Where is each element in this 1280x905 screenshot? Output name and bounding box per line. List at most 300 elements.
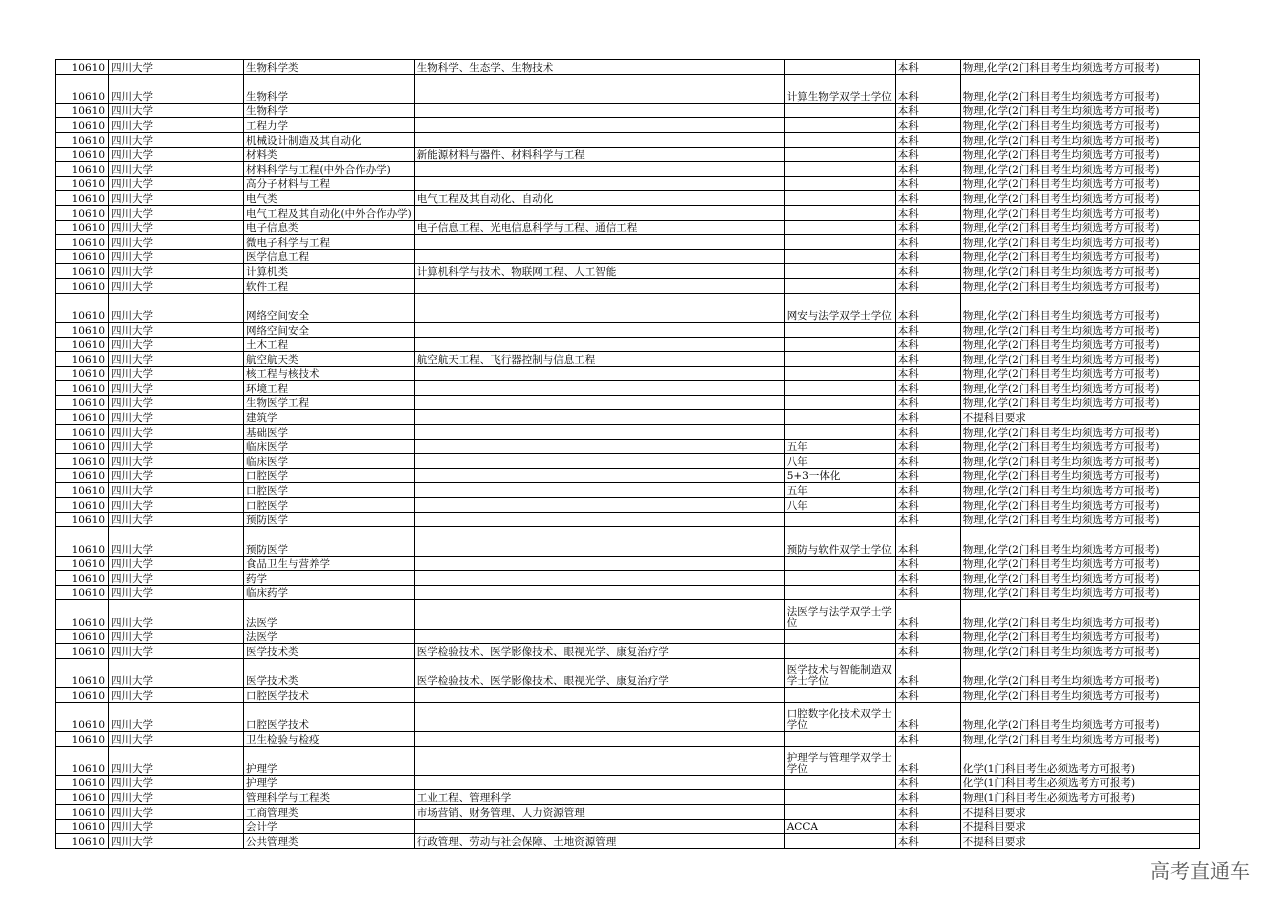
subject-requirement-cell: 物理,化学(2门科目考生均须选考方可报考) [960,176,1199,191]
major-cell: 临床医学 [244,454,415,469]
school-code-cell: 10610 [56,381,109,396]
sub-majors-cell [414,512,784,527]
level-cell: 本科 [895,454,960,469]
table-row [56,629,1200,644]
note-cell [784,410,895,425]
major-cell: 医学信息工程 [244,249,415,264]
note-cell [784,235,895,250]
note-cell [784,103,895,118]
subject-requirement-cell: 物理,化学(2门科目考生均须选考方可报考) [960,118,1199,133]
note-cell [784,556,895,571]
level-cell: 本科 [895,746,960,775]
table-row [56,381,1200,396]
subject-requirement-cell: 物理,化学(2门科目考生均须选考方可报考) [960,600,1199,629]
school-code-cell: 10610 [56,571,109,586]
table-row [56,775,1200,790]
level-cell: 本科 [895,206,960,221]
table-row [56,118,1200,133]
sub-majors-cell [414,381,784,396]
school-code-cell: 10610 [56,585,109,600]
major-cell: 会计学 [244,819,415,834]
sub-majors-cell: 航空航天工程、飞行器控制与信息工程 [414,352,784,367]
table-row [56,658,1200,687]
note-cell: 法医学与法学双学士学位 [784,600,895,629]
level-cell: 本科 [895,410,960,425]
table-row [56,133,1200,148]
school-code-cell: 10610 [56,468,109,483]
school-name-cell: 四川大学 [109,293,244,322]
subject-requirement-cell: 物理,化学(2门科目考生均须选考方可报考) [960,702,1199,731]
table-row [56,819,1200,834]
table-row [56,644,1200,659]
school-code-cell: 10610 [56,249,109,264]
table-row [56,790,1200,805]
subject-requirement-cell: 物理,化学(2门科目考生均须选考方可报考) [960,220,1199,235]
level-cell: 本科 [895,731,960,746]
school-name-cell: 四川大学 [109,118,244,133]
table-row [56,834,1200,849]
level-cell: 本科 [895,381,960,396]
table-row [56,483,1200,498]
school-code-cell: 10610 [56,512,109,527]
table-row [56,468,1200,483]
note-cell [784,381,895,396]
school-code-cell: 10610 [56,220,109,235]
school-name-cell: 四川大学 [109,395,244,410]
subject-requirement-cell: 物理,化学(2门科目考生均须选考方可报考) [960,644,1199,659]
table-row [56,395,1200,410]
school-code-cell: 10610 [56,775,109,790]
sub-majors-cell [414,118,784,133]
school-name-cell: 四川大学 [109,381,244,396]
level-cell: 本科 [895,249,960,264]
sub-majors-cell [414,74,784,103]
school-name-cell: 四川大学 [109,103,244,118]
table-row [56,498,1200,513]
subject-requirement-cell: 物理,化学(2门科目考生均须选考方可报考) [960,279,1199,294]
level-cell: 本科 [895,512,960,527]
table-row [56,688,1200,703]
sub-majors-cell [414,454,784,469]
school-code-cell: 10610 [56,439,109,454]
level-cell: 本科 [895,191,960,206]
note-cell [784,512,895,527]
sub-majors-cell [414,103,784,118]
table-row [56,527,1200,556]
school-name-cell: 四川大学 [109,322,244,337]
major-cell: 临床药学 [244,585,415,600]
sub-majors-cell: 新能源材料与器件、材料科学与工程 [414,147,784,162]
table-row [56,103,1200,118]
school-code-cell: 10610 [56,746,109,775]
major-cell: 临床医学 [244,439,415,454]
subject-requirement-cell: 物理,化学(2门科目考生均须选考方可报考) [960,571,1199,586]
level-cell: 本科 [895,556,960,571]
level-cell: 本科 [895,293,960,322]
table-row [56,162,1200,177]
note-cell [784,629,895,644]
level-cell: 本科 [895,644,960,659]
sub-majors-cell [414,629,784,644]
major-cell: 高分子材料与工程 [244,176,415,191]
table-row [56,191,1200,206]
watermark: 高考直通车 [1150,859,1250,883]
level-cell: 本科 [895,103,960,118]
note-cell [784,322,895,337]
enrollment-table [55,59,1200,849]
school-name-cell: 四川大学 [109,249,244,264]
school-code-cell: 10610 [56,206,109,221]
level-cell: 本科 [895,366,960,381]
note-cell [784,834,895,849]
sub-majors-cell [414,702,784,731]
school-code-cell: 10610 [56,731,109,746]
school-name-cell: 四川大学 [109,162,244,177]
note-cell [784,337,895,352]
major-cell: 公共管理类 [244,834,415,849]
school-name-cell: 四川大学 [109,834,244,849]
major-cell: 工程力学 [244,118,415,133]
sub-majors-cell [414,162,784,177]
school-name-cell: 四川大学 [109,571,244,586]
sub-majors-cell: 生物科学、生态学、生物技术 [414,60,784,75]
level-cell: 本科 [895,527,960,556]
school-code-cell: 10610 [56,162,109,177]
major-cell: 微电子科学与工程 [244,235,415,250]
note-cell [784,352,895,367]
table-row [56,731,1200,746]
sub-majors-cell [414,527,784,556]
school-code-cell: 10610 [56,366,109,381]
subject-requirement-cell: 物理,化学(2门科目考生均须选考方可报考) [960,206,1199,221]
subject-requirement-cell: 物理,化学(2门科目考生均须选考方可报考) [960,512,1199,527]
subject-requirement-cell: 化学(1门科目考生必须选考方可报考) [960,775,1199,790]
school-name-cell: 四川大学 [109,805,244,820]
note-cell: 口腔数字化技术双学士学位 [784,702,895,731]
table-row [56,585,1200,600]
sub-majors-cell: 医学检验技术、医学影像技术、眼视光学、康复治疗学 [414,658,784,687]
level-cell: 本科 [895,425,960,440]
sub-majors-cell [414,133,784,148]
school-name-cell: 四川大学 [109,775,244,790]
subject-requirement-cell: 物理(1门科目考生必须选考方可报考) [960,790,1199,805]
note-cell [784,644,895,659]
major-cell: 电子信息类 [244,220,415,235]
major-cell: 管理科学与工程类 [244,790,415,805]
table-row [56,249,1200,264]
major-cell: 环境工程 [244,381,415,396]
subject-requirement-cell: 物理,化学(2门科目考生均须选考方可报考) [960,688,1199,703]
sub-majors-cell [414,498,784,513]
subject-requirement-cell: 物理,化学(2门科目考生均须选考方可报考) [960,556,1199,571]
sub-majors-cell: 医学检验技术、医学影像技术、眼视光学、康复治疗学 [414,644,784,659]
subject-requirement-cell: 物理,化学(2门科目考生均须选考方可报考) [960,439,1199,454]
major-cell: 工商管理类 [244,805,415,820]
school-code-cell: 10610 [56,352,109,367]
level-cell: 本科 [895,264,960,279]
level-cell: 本科 [895,775,960,790]
major-cell: 基础医学 [244,425,415,440]
school-code-cell: 10610 [56,688,109,703]
subject-requirement-cell: 不提科目要求 [960,819,1199,834]
school-name-cell: 四川大学 [109,527,244,556]
note-cell: 医学技术与智能制造双学士学位 [784,658,895,687]
table-row [56,220,1200,235]
school-name-cell: 四川大学 [109,337,244,352]
subject-requirement-cell: 物理,化学(2门科目考生均须选考方可报考) [960,352,1199,367]
major-cell: 预防医学 [244,527,415,556]
school-name-cell: 四川大学 [109,600,244,629]
major-cell: 生物科学 [244,103,415,118]
school-code-cell: 10610 [56,322,109,337]
sub-majors-cell [414,395,784,410]
subject-requirement-cell: 物理,化学(2门科目考生均须选考方可报考) [960,60,1199,75]
level-cell: 本科 [895,483,960,498]
sub-majors-cell [414,279,784,294]
table-row [56,74,1200,103]
level-cell: 本科 [895,468,960,483]
note-cell [784,147,895,162]
note-cell [784,133,895,148]
level-cell: 本科 [895,395,960,410]
level-cell: 本科 [895,658,960,687]
major-cell: 医学技术类 [244,644,415,659]
school-name-cell: 四川大学 [109,147,244,162]
major-cell: 法医学 [244,629,415,644]
subject-requirement-cell: 物理,化学(2门科目考生均须选考方可报考) [960,337,1199,352]
table-row [56,60,1200,75]
school-code-cell: 10610 [56,60,109,75]
sub-majors-cell [414,235,784,250]
school-name-cell: 四川大学 [109,279,244,294]
level-cell: 本科 [895,337,960,352]
school-code-cell: 10610 [56,176,109,191]
school-name-cell: 四川大学 [109,454,244,469]
major-cell: 电气类 [244,191,415,206]
school-code-cell: 10610 [56,103,109,118]
level-cell: 本科 [895,220,960,235]
sub-majors-cell [414,746,784,775]
school-code-cell: 10610 [56,498,109,513]
sub-majors-cell [414,425,784,440]
level-cell: 本科 [895,834,960,849]
table-row [56,571,1200,586]
subject-requirement-cell: 物理,化学(2门科目考生均须选考方可报考) [960,162,1199,177]
school-name-cell: 四川大学 [109,235,244,250]
level-cell: 本科 [895,133,960,148]
sub-majors-cell [414,337,784,352]
table-row [56,556,1200,571]
sub-majors-cell: 电子信息工程、光电信息科学与工程、通信工程 [414,220,784,235]
school-name-cell: 四川大学 [109,746,244,775]
school-name-cell: 四川大学 [109,425,244,440]
sub-majors-cell [414,249,784,264]
school-name-cell: 四川大学 [109,468,244,483]
note-cell [784,176,895,191]
school-name-cell: 四川大学 [109,629,244,644]
subject-requirement-cell: 物理,化学(2门科目考生均须选考方可报考) [960,483,1199,498]
sub-majors-cell [414,322,784,337]
level-cell: 本科 [895,118,960,133]
level-cell: 本科 [895,600,960,629]
level-cell: 本科 [895,60,960,75]
major-cell: 网络空间安全 [244,322,415,337]
school-code-cell: 10610 [56,118,109,133]
level-cell: 本科 [895,498,960,513]
sub-majors-cell [414,483,784,498]
sub-majors-cell: 行政管理、劳动与社会保障、土地资源管理 [414,834,784,849]
subject-requirement-cell: 物理,化学(2门科目考生均须选考方可报考) [960,629,1199,644]
subject-requirement-cell: 物理,化学(2门科目考生均须选考方可报考) [960,425,1199,440]
school-name-cell: 四川大学 [109,790,244,805]
major-cell: 生物科学类 [244,60,415,75]
school-code-cell: 10610 [56,819,109,834]
note-cell [784,118,895,133]
major-cell: 计算机类 [244,264,415,279]
school-code-cell: 10610 [56,74,109,103]
level-cell: 本科 [895,790,960,805]
subject-requirement-cell: 物理,化学(2门科目考生均须选考方可报考) [960,293,1199,322]
level-cell: 本科 [895,688,960,703]
school-name-cell: 四川大学 [109,702,244,731]
school-name-cell: 四川大学 [109,731,244,746]
table-row [56,147,1200,162]
major-cell: 生物医学工程 [244,395,415,410]
school-name-cell: 四川大学 [109,176,244,191]
table-row [56,600,1200,629]
major-cell: 法医学 [244,600,415,629]
sub-majors-cell [414,206,784,221]
table-body [56,60,1200,849]
major-cell: 材料类 [244,147,415,162]
sub-majors-cell [414,366,784,381]
school-code-cell: 10610 [56,483,109,498]
major-cell: 生物科学 [244,74,415,103]
table-row [56,293,1200,322]
level-cell: 本科 [895,585,960,600]
sub-majors-cell [414,293,784,322]
school-code-cell: 10610 [56,629,109,644]
note-cell: 计算生物学双学士学位 [784,74,895,103]
level-cell: 本科 [895,147,960,162]
subject-requirement-cell: 物理,化学(2门科目考生均须选考方可报考) [960,249,1199,264]
school-code-cell: 10610 [56,395,109,410]
major-cell: 软件工程 [244,279,415,294]
note-cell [784,790,895,805]
subject-requirement-cell: 物理,化学(2门科目考生均须选考方可报考) [960,585,1199,600]
major-cell: 护理学 [244,746,415,775]
sub-majors-cell: 工业工程、管理科学 [414,790,784,805]
subject-requirement-cell: 不提科目要求 [960,834,1199,849]
school-name-cell: 四川大学 [109,352,244,367]
sub-majors-cell: 电气工程及其自动化、自动化 [414,191,784,206]
level-cell: 本科 [895,322,960,337]
school-name-cell: 四川大学 [109,556,244,571]
subject-requirement-cell: 物理,化学(2门科目考生均须选考方可报考) [960,731,1199,746]
school-name-cell: 四川大学 [109,133,244,148]
table-row [56,366,1200,381]
subject-requirement-cell: 不提科目要求 [960,410,1199,425]
school-code-cell: 10610 [56,805,109,820]
level-cell: 本科 [895,352,960,367]
school-code-cell: 10610 [56,147,109,162]
table-row [56,206,1200,221]
table-row [56,512,1200,527]
major-cell: 口腔医学技术 [244,688,415,703]
subject-requirement-cell: 物理,化学(2门科目考生均须选考方可报考) [960,395,1199,410]
table-row [56,279,1200,294]
level-cell: 本科 [895,629,960,644]
note-cell [784,775,895,790]
school-code-cell: 10610 [56,527,109,556]
subject-requirement-cell: 物理,化学(2门科目考生均须选考方可报考) [960,264,1199,279]
sub-majors-cell [414,439,784,454]
sub-majors-cell [414,819,784,834]
subject-requirement-cell: 物理,化学(2门科目考生均须选考方可报考) [960,658,1199,687]
school-code-cell: 10610 [56,133,109,148]
school-name-cell: 四川大学 [109,658,244,687]
school-code-cell: 10610 [56,279,109,294]
school-code-cell: 10610 [56,790,109,805]
subject-requirement-cell: 物理,化学(2门科目考生均须选考方可报考) [960,381,1199,396]
major-cell: 土木工程 [244,337,415,352]
subject-requirement-cell: 物理,化学(2门科目考生均须选考方可报考) [960,322,1199,337]
subject-requirement-cell: 物理,化学(2门科目考生均须选考方可报考) [960,498,1199,513]
major-cell: 材料科学与工程(中外合作办学) [244,162,415,177]
school-name-cell: 四川大学 [109,512,244,527]
level-cell: 本科 [895,162,960,177]
major-cell: 卫生检验与检疫 [244,731,415,746]
subject-requirement-cell: 物理,化学(2门科目考生均须选考方可报考) [960,366,1199,381]
note-cell: 八年 [784,454,895,469]
note-cell [784,162,895,177]
school-code-cell: 10610 [56,410,109,425]
table-row [56,702,1200,731]
major-cell: 预防医学 [244,512,415,527]
sub-majors-cell [414,468,784,483]
major-cell: 医学技术类 [244,658,415,687]
sub-majors-cell [414,585,784,600]
school-code-cell: 10610 [56,235,109,250]
sub-majors-cell [414,688,784,703]
major-cell: 机械设计制造及其自动化 [244,133,415,148]
note-cell: 五年 [784,439,895,454]
school-code-cell: 10610 [56,293,109,322]
subject-requirement-cell: 物理,化学(2门科目考生均须选考方可报考) [960,191,1199,206]
school-name-cell: 四川大学 [109,366,244,381]
major-cell: 网络空间安全 [244,293,415,322]
sub-majors-cell [414,176,784,191]
major-cell: 航空航天类 [244,352,415,367]
note-cell [784,279,895,294]
school-code-cell: 10610 [56,556,109,571]
note-cell [784,425,895,440]
level-cell: 本科 [895,702,960,731]
note-cell: 网安与法学双学士学位 [784,293,895,322]
note-cell [784,395,895,410]
note-cell: 八年 [784,498,895,513]
major-cell: 药学 [244,571,415,586]
level-cell: 本科 [895,176,960,191]
major-cell: 护理学 [244,775,415,790]
major-cell: 口腔医学 [244,483,415,498]
major-cell: 建筑学 [244,410,415,425]
subject-requirement-cell: 物理,化学(2门科目考生均须选考方可报考) [960,527,1199,556]
major-cell: 电气工程及其自动化(中外合作办学) [244,206,415,221]
sub-majors-cell [414,410,784,425]
note-cell [784,731,895,746]
table-row [56,425,1200,440]
